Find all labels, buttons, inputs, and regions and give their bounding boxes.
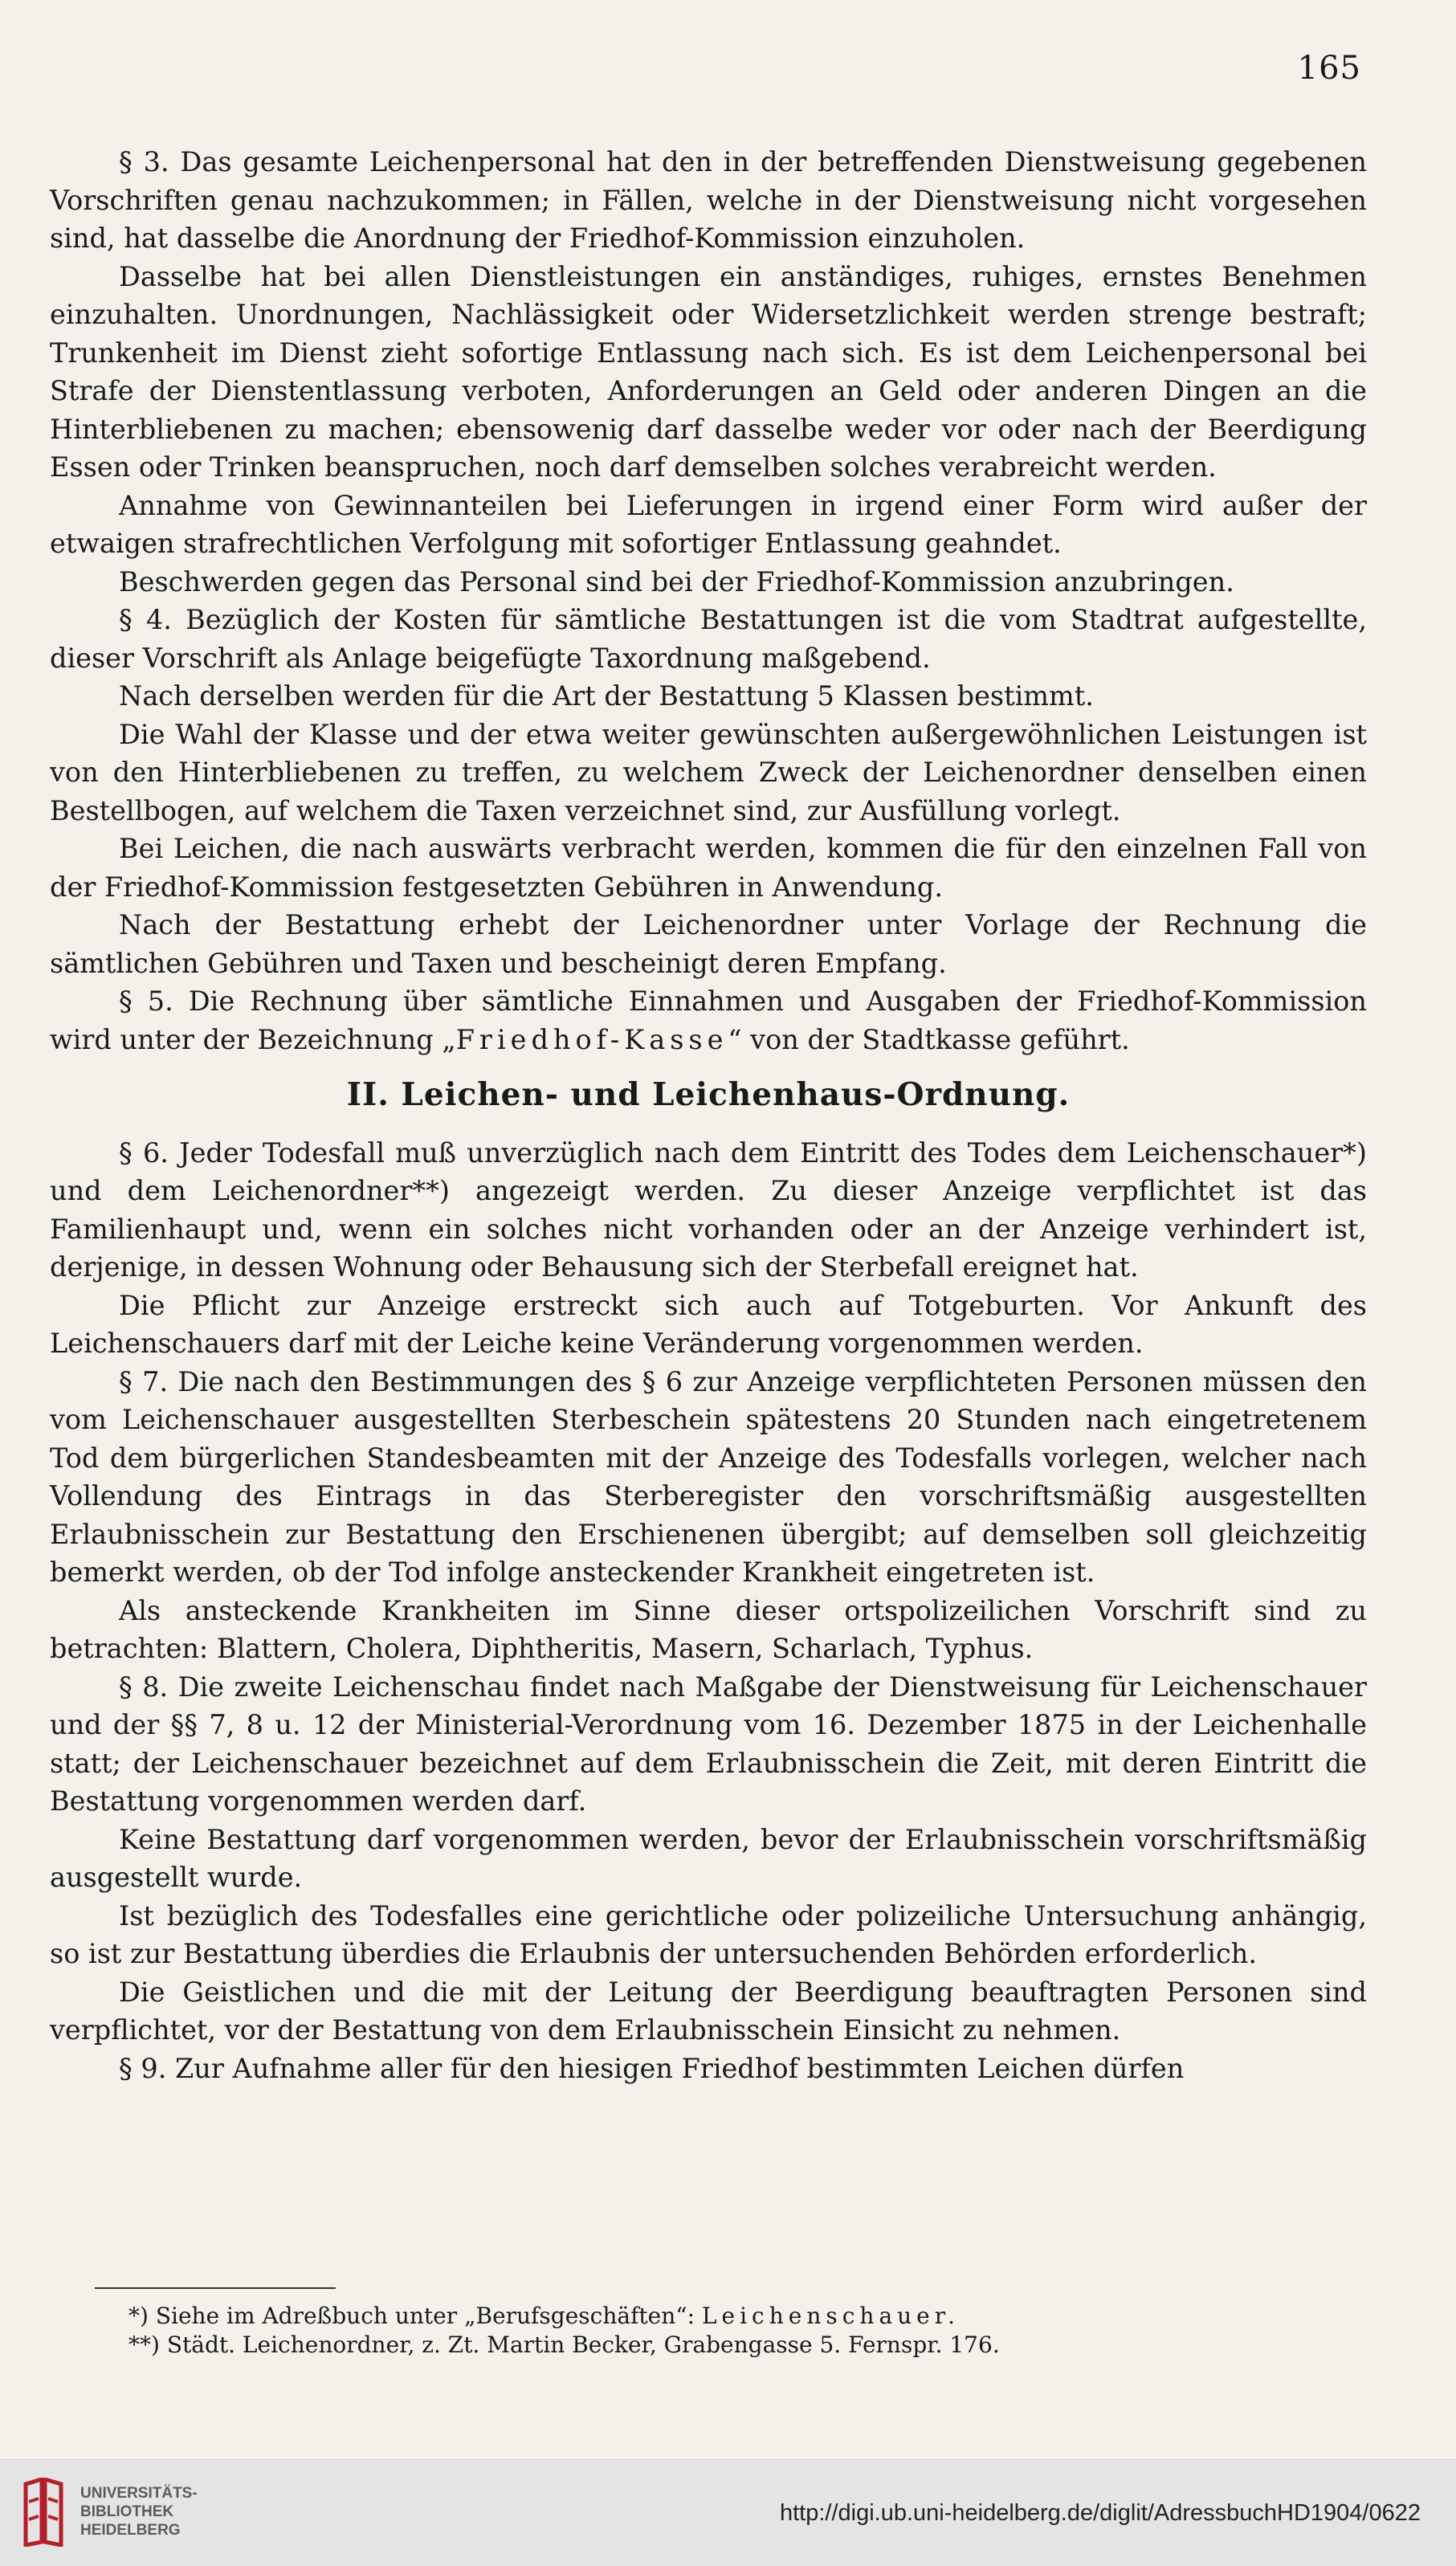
permalink-url[interactable]: http://digi.ub.uni-heidelberg.de/diglit/AdressbuchHD1904/0622 [779, 2500, 1421, 2526]
paragraph: § 8. Die zweite Leichenschau findet nach Maßgabe der Dienstweisung für Leichenschauer und der §§ 7, 8 u. 12 der Ministerial-Verordnung vom 16. Dezember 1875 in der Leichenhalle statt; der Leichenschauer bezeichnet auf dem Erlaubnisschein die Zeit, mit deren Eintritt die Bestattung vorgenommen werden darf. [50, 1671, 1367, 1817]
spaced-term: Friedhof-Kasse [455, 1023, 728, 1055]
text-run: “ von der Stadtkasse geführt. [728, 1023, 1130, 1055]
library-name [80, 2484, 198, 2539]
footnote-divider [95, 2287, 336, 2289]
paragraph: Dasselbe hat bei allen Dienstleistungen ein anständiges, ruhiges, ernstes Benehmen einzuhalten. Unordnungen, Nachlässigkeit oder Widersetzlichkeit werden strenge bestraft; Trunkenheit im Dienst zieht sofortige Entlassung nach sich. Es ist dem Leichenpersonal bei Strafe der Dienstentlassung verboten, Anforderungen an Geld oder anderen Dingen an die Hinterbliebenen zu machen; ebensowenig darf dasselbe weder vor oder nach der Beerdigung Essen oder Trinken beanspruchen, noch darf demselben solches verabreicht werden. [50, 260, 1367, 483]
paragraph: § 6. Jeder Todesfall muß unverzüglich nach dem Eintritt des Todes dem Leichenschauer*) und dem Leichenordner**) angezeigt werden. Zu dieser Anzeige verpflichtet ist das Familienhaupt und, wenn ein solches nicht vorhanden oder an der Anzeige verhindert ist, derjenige, in dessen Wohnung oder Behausung sich der Sterbefall ereignet hat. [50, 1136, 1367, 1283]
viewer-footer [0, 2459, 1456, 2566]
paragraph: § 9. Zur Aufnahme aller für den hiesigen Friedhof bestimmten Leichen dürfen [119, 2052, 1185, 2084]
paragraph: Die Wahl der Klasse und der etwa weiter gewünschten außergewöhnlichen Leistungen ist von den Hinterbliebenen zu treffen, zu welchem Zweck der Leichenordner denselben einen Bestellbogen, auf welchem die Taxen verzeichnet sind, zur Ausfüllung vorlegt. [50, 718, 1367, 826]
paragraph: Annahme von Gewinnanteilen bei Lieferungen in irgend einer Form wird außer der etwaigen strafrechtlichen Verfolgung mit sofortiger Entlassung geahndet. [50, 489, 1367, 559]
footnote [128, 2302, 1333, 2331]
library-name-line: BIBLIOTHEK [80, 2503, 174, 2520]
paragraph: Nach derselben werden für die Art der Bestattung 5 Klassen bestimmt. [119, 680, 1094, 712]
paragraph: Ist bezüglich des Todesfalles eine gerichtliche oder polizeiliche Untersuchung anhängig, so ist zur Bestattung überdies die Erlaubnis der untersuchenden Behörden erforderlich. [50, 1899, 1367, 1969]
text-run: § 5. Die Rechnung über sämtliche Einnahmen und Ausgaben der Friedhof-Kommission wird unter der Bezeichnung „ [50, 985, 1367, 1055]
paragraph: § 3. Das gesamte Leichenpersonal hat den in der betreffenden Dienstweisung gegebenen Vorschriften genau nachzukommen; in Fällen, welche in der Dienstweisung nicht vorgesehen sind, hat dasselbe die Anordnung der Friedhof-Kommission einzuholen. [50, 146, 1367, 254]
text-run: *) Siehe im Adreßbuch unter „Berufsgeschäften“: [128, 2303, 702, 2329]
paragraph: Beschwerden gegen das Personal sind bei der Friedhof-Kommission anzubringen. [119, 565, 1234, 598]
library-name-line: UNIVERSITÄTS- [80, 2485, 198, 2502]
paragraph: Als ansteckende Krankheiten im Sinne dieser ortspolizeilichen Vorschrift sind zu betrachten: Blattern, Cholera, Diphtheritis, Masern, Scharlach, Typhus. [50, 1594, 1367, 1664]
paragraph: Nach der Bestattung erhebt der Leichenordner unter Vorlage der Rechnung die sämtlichen Gebühren und Taxen und bescheinigt deren Empfang. [50, 909, 1367, 979]
paragraph: § 7. Die nach den Bestimmungen des § 6 zur Anzeige verpflichteten Personen müssen den vom Leichenschauer ausgestellten Sterbeschein spätestens 20 Stunden nach eingetretenem Tod dem bürgerlichen Standesbeamten mit der Anzeige des Todesfalls vorlegen, welcher nach Vollendung des Eintrags in das Sterberegister den vorschriftsmäßig ausgestellten Erlaubnisschein zur Bestattung den Erschienenen übergibt; auf demselben soll gleichzeitig bemerkt werden, ob der Tod infolge ansteckender Krankheit eingetreten ist. [50, 1365, 1367, 1588]
paragraph: Keine Bestattung darf vorgenommen werden, bevor der Erlaubnisschein vorschriftsmäßig ausgestellt wurde. [50, 1823, 1367, 1893]
paragraph [50, 982, 1367, 1059]
paragraph: § 4. Bezüglich der Kosten für sämtliche Bestattungen ist die vom Stadtrat aufgestellte, dieser Vorschrift als Anlage beigefügte Taxordnung maßgebend. [50, 604, 1367, 674]
document-body [50, 143, 1367, 2087]
paragraph: Die Geistlichen und die mit der Leitung der Beerdigung beauftragten Personen sind verpflichtet, vor der Bestattung von dem Erlaubnisschein Einsicht zu nehmen. [50, 1976, 1367, 2046]
footnotes [128, 2302, 1333, 2360]
paragraph: Die Pflicht zur Anzeige erstreckt sich auch auf Totgeburten. Vor Ankunft des Leichenschauers darf mit der Leiche keine Veränderung vorgenommen werden. [50, 1289, 1367, 1359]
footnote: **) Städt. Leichenordner, z. Zt. Martin Becker, Grabengasse 5. Fernspr. 176. [128, 2331, 1000, 2358]
section-heading: II. Leichen- und Leichenhaus-Ordnung. [346, 1076, 1071, 1113]
university-library-logo-icon [18, 2478, 69, 2547]
library-name-line: HEIDELBERG [80, 2522, 181, 2539]
spaced-term: Leichenschauer. [701, 2303, 960, 2329]
paragraph: Bei Leichen, die nach auswärts verbracht werden, kommen die für den einzelnen Fall von der Friedhof-Kommission festgesetzten Gebühren in Anwendung. [50, 833, 1367, 903]
page-number: 165 [1297, 50, 1361, 87]
